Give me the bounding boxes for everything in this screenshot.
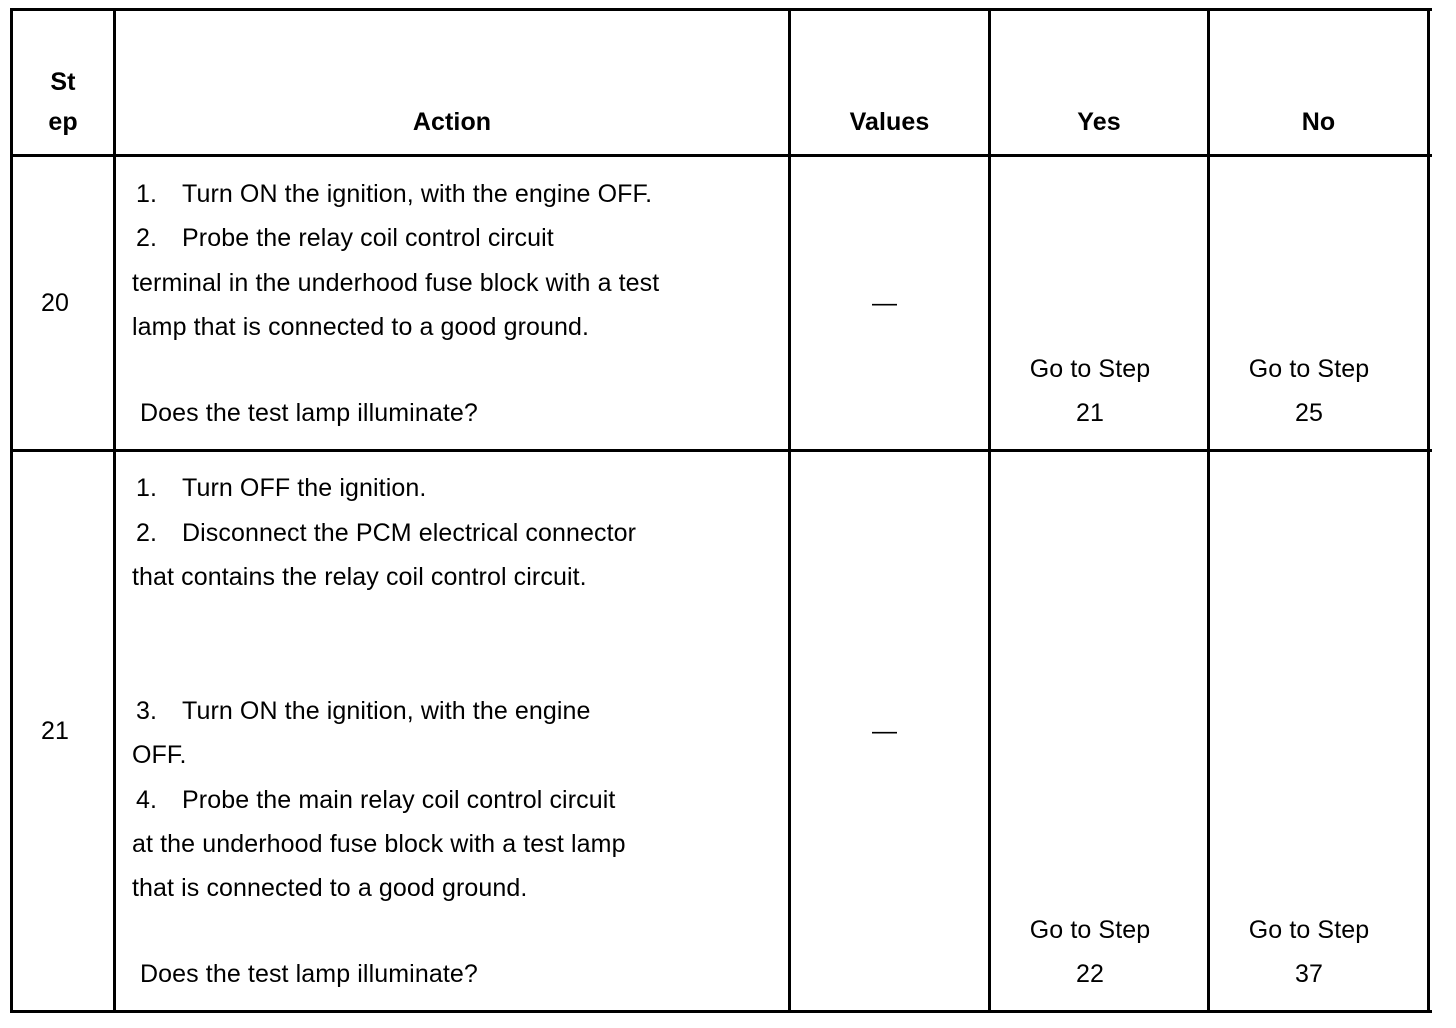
table-border-left xyxy=(10,8,13,1013)
header-divider xyxy=(10,154,1432,157)
header-action: Action xyxy=(412,108,492,136)
step-number: 21 xyxy=(40,717,69,745)
step-item-number: 3. xyxy=(136,697,158,725)
action-line: that contains the relay coil control circuit. xyxy=(132,563,587,591)
action-line xyxy=(132,511,636,556)
step-item-text: Probe the relay coil control circuit xyxy=(182,224,554,252)
row-divider xyxy=(10,449,1432,452)
step-item-number: 2. xyxy=(136,519,158,547)
table-border-right xyxy=(1427,8,1430,1013)
action-line xyxy=(132,466,426,511)
action-line: OFF. xyxy=(132,741,187,769)
no-goto-step: 25 xyxy=(1294,399,1323,427)
header-yes: Yes xyxy=(1077,108,1121,136)
step-item-number: 2. xyxy=(136,224,158,252)
step-item-text: Turn ON the ignition, with the engine xyxy=(182,697,591,725)
no-goto-step: 37 xyxy=(1294,960,1323,988)
step-item-text: Probe the main relay coil control circuit xyxy=(182,786,616,814)
table-border-bottom xyxy=(10,1010,1432,1013)
action-question: Does the test lamp illuminate? xyxy=(140,399,478,427)
yes-goto-step: 22 xyxy=(1075,960,1104,988)
header-step-line-1: St xyxy=(50,68,76,96)
column-divider-action xyxy=(788,8,791,1013)
table-border-top xyxy=(10,8,1432,11)
header-values: Values xyxy=(849,108,930,136)
column-divider-step xyxy=(113,8,116,1013)
step-item-text: Turn OFF the ignition. xyxy=(182,474,427,502)
action-question: Does the test lamp illuminate? xyxy=(140,960,478,988)
step-number: 20 xyxy=(40,289,69,317)
action-line xyxy=(132,689,591,734)
action-line: that is connected to a good ground. xyxy=(132,874,528,902)
step-item-number: 1. xyxy=(136,474,158,502)
no-goto-label: Go to Step xyxy=(1248,355,1370,383)
action-line: at the underhood fuse block with a test lamp xyxy=(132,830,626,858)
action-line: terminal in the underhood fuse block with a test xyxy=(132,269,660,297)
column-divider-yes xyxy=(1207,8,1210,1013)
yes-goto-label: Go to Step xyxy=(1029,916,1151,944)
yes-goto-step: 21 xyxy=(1075,399,1104,427)
step-item-number: 1. xyxy=(136,180,158,208)
values-cell: — xyxy=(871,289,898,317)
action-line xyxy=(132,216,554,261)
step-item-number: 4. xyxy=(136,786,158,814)
header-step-line-2: ep xyxy=(48,108,78,136)
action-line xyxy=(132,172,652,217)
action-line xyxy=(132,778,615,823)
header-no: No xyxy=(1301,108,1336,136)
step-item-text: Turn ON the ignition, with the engine OFF. xyxy=(182,180,653,208)
action-line: lamp that is connected to a good ground. xyxy=(132,313,590,341)
values-cell: — xyxy=(871,717,898,745)
step-item-text: Disconnect the PCM electrical connector xyxy=(182,519,637,547)
yes-goto-label: Go to Step xyxy=(1029,355,1151,383)
no-goto-label: Go to Step xyxy=(1248,916,1370,944)
column-divider-values xyxy=(988,8,991,1013)
